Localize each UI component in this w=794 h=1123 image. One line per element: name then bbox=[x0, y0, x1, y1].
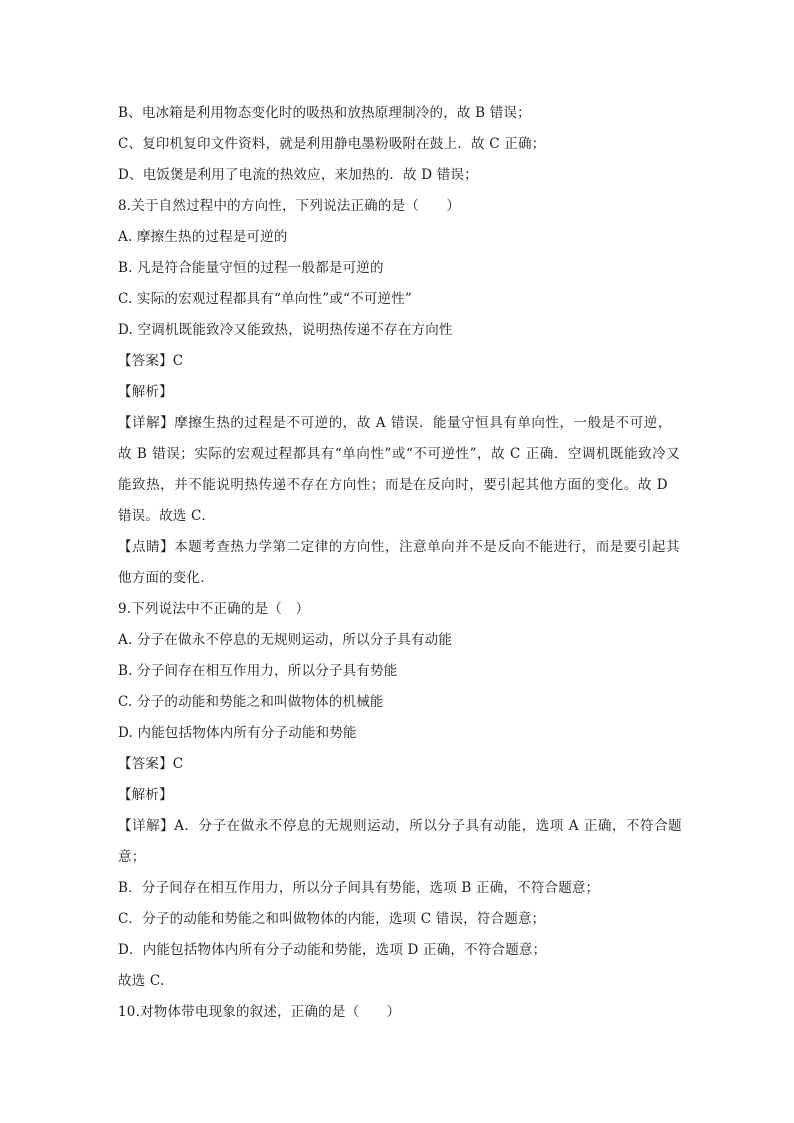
q10-stem: 10.对物体带电现象的叙述，正确的是（ ） bbox=[118, 1004, 401, 1020]
q7-option-d-explanation: D、电饭煲是利用了电流的热效应，来加热的．故 D 错误； bbox=[118, 167, 478, 183]
q8-detail-line-4: 错误。故选 C． bbox=[118, 508, 216, 524]
q8-comment-line-2: 他方面的变化． bbox=[118, 570, 214, 586]
q9-option-a: A. 分子在做永不停息的无规则运动，所以分子具有动能 bbox=[118, 632, 453, 648]
q8-detail-line-2: 故 B 错误；实际的宏观过程都具有“单向性”或“不可逆性”，故 C 正确．空调机既能致冷又 bbox=[118, 446, 681, 462]
q9-stem: 9.下列说法中不正确的是（ ） bbox=[118, 601, 310, 617]
q9-analysis-heading: 【解析】 bbox=[118, 787, 173, 803]
q9-detail-line-6: 故选 C. bbox=[118, 973, 165, 989]
q8-option-b: B. 凡是符合能量守恒的过程一般都是可逆的 bbox=[118, 260, 384, 276]
q8-answer: 【答案】C bbox=[118, 353, 184, 369]
q8-analysis-heading: 【解析】 bbox=[118, 384, 173, 400]
q7-option-c-explanation: C、复印机复印文件资料，就是利用静电墨粉吸附在鼓上．故 C 正确； bbox=[118, 136, 546, 152]
q9-detail-line-3: B．分子间存在相互作用力，所以分子间具有势能，选项 B 正确，不符合题意； bbox=[118, 880, 600, 896]
q9-detail-line-5: D．内能包括物体内所有分子动能和势能，选项 D 正确，不符合题意； bbox=[118, 942, 547, 958]
q8-detail-line-1: 【详解】摩擦生热的过程是不可逆的，故 A 错误．能量守恒具有单向性，一般是不可逆， bbox=[118, 415, 672, 431]
q7-option-b-explanation: B、电冰箱是利用物态变化时的吸热和放热原理制冷的，故 B 错误； bbox=[118, 105, 531, 121]
q8-option-d: D. 空调机既能致冷又能致热，说明热传递不存在方向性 bbox=[118, 322, 453, 338]
q8-option-a: A. 摩擦生热的过程是可逆的 bbox=[118, 229, 288, 245]
q8-stem: 8.关于自然过程中的方向性，下列说法正确的是（ ） bbox=[118, 198, 461, 214]
q9-detail-line-2: 意； bbox=[118, 849, 146, 865]
q9-detail-line-1: 【详解】A．分子在做永不停息的无规则运动，所以分子具有动能，选项 A 正确，不符合题 bbox=[118, 818, 683, 834]
q8-comment-line-1: 【点睛】本题考查热力学第二定律的方向性，注意单向并不是反向不能进行，而是要引起其 bbox=[118, 539, 680, 555]
q8-option-c: C. 实际的宏观过程都具有“单向性”或“不可逆性” bbox=[118, 291, 413, 307]
q8-detail-line-3: 能致热，并不能说明热传递不存在方向性；而是在反向时，要引起其他方面的变化。故 D bbox=[118, 477, 669, 493]
q9-option-c: C. 分子的动能和势能之和叫做物体的机械能 bbox=[118, 694, 384, 710]
q9-detail-line-4: C．分子的动能和势能之和叫做物体的内能，选项 C 错误，符合题意； bbox=[118, 911, 546, 927]
q9-answer: 【答案】C bbox=[118, 756, 184, 772]
q9-option-b: B. 分子间存在相互作用力，所以分子具有势能 bbox=[118, 663, 398, 679]
q9-option-d: D. 内能包括物体内所有分子动能和势能 bbox=[118, 725, 357, 741]
